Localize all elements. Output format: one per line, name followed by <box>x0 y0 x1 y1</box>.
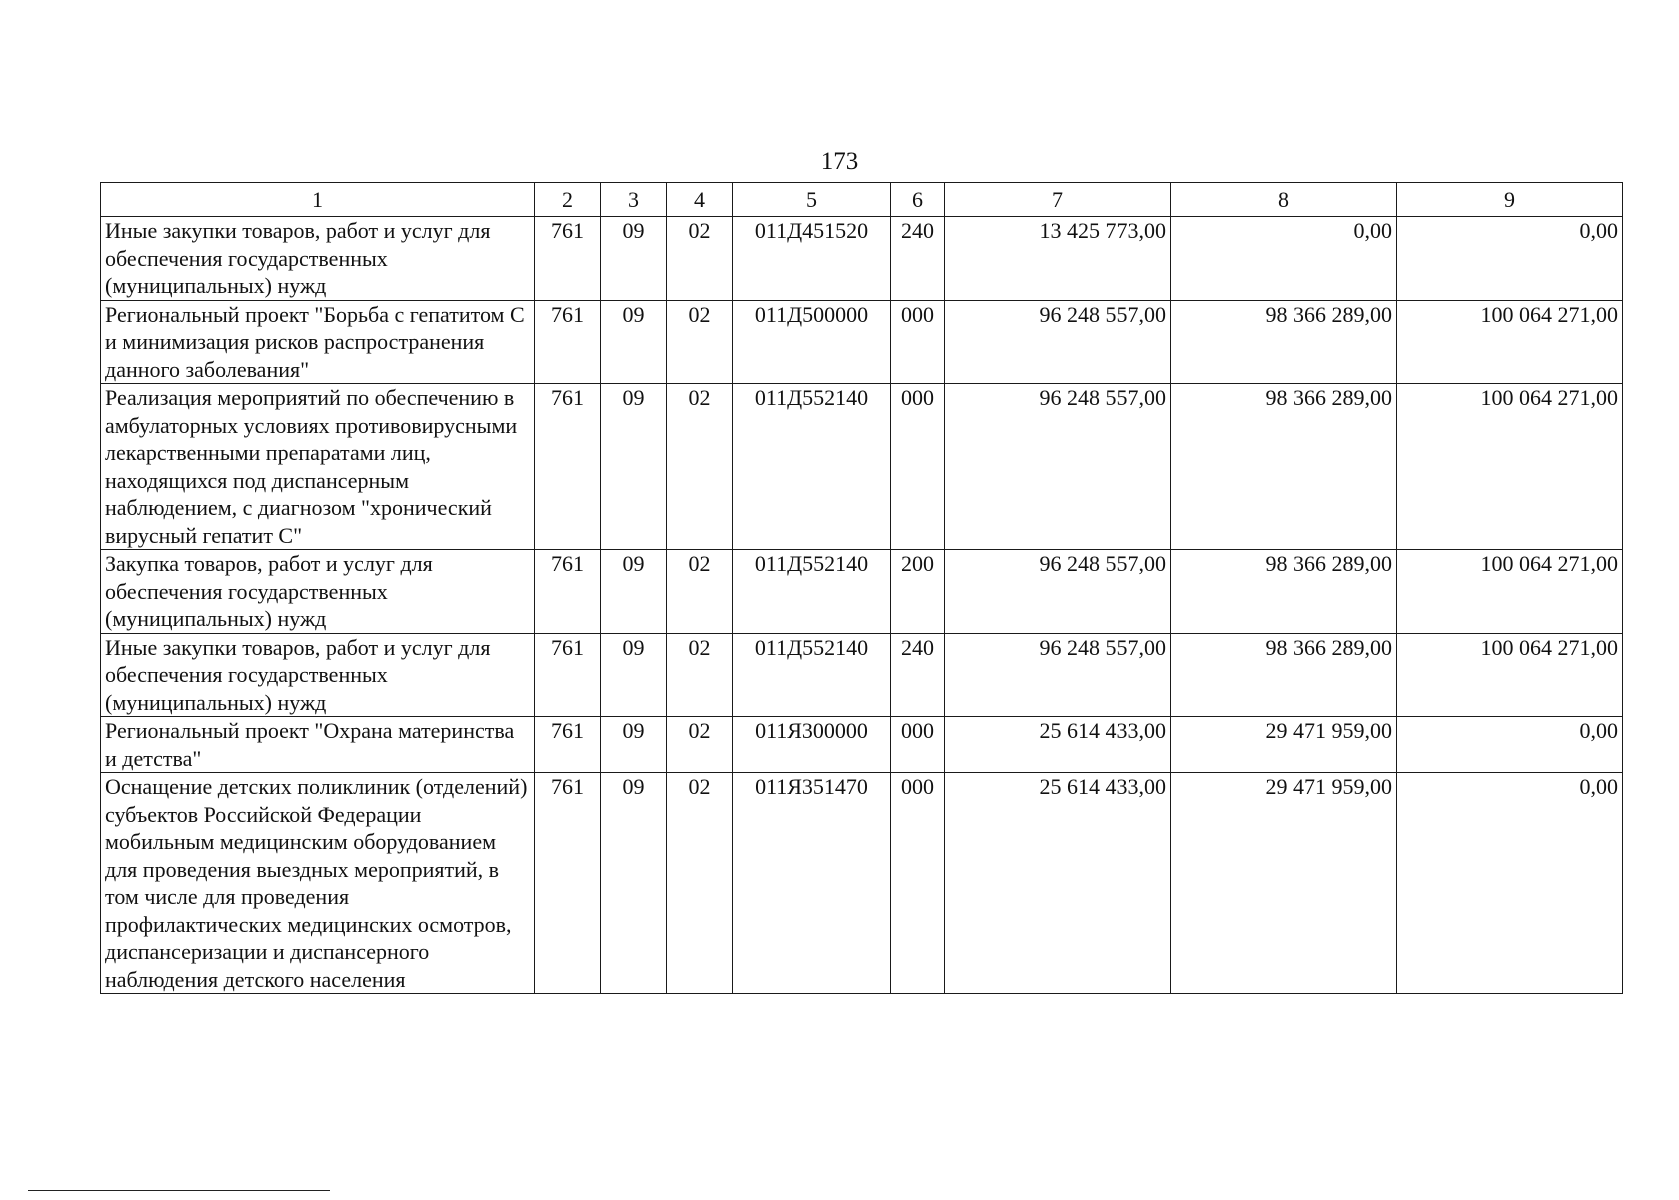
target-item-code-cell: 011Я351470 <box>733 773 891 994</box>
amount-cell-col8: 98 366 289,00 <box>1171 550 1397 634</box>
target-item-code-cell: 011Д451520 <box>733 217 891 301</box>
header-cell: 4 <box>667 183 733 217</box>
section-code-cell: 09 <box>601 384 667 550</box>
amount-cell-col7: 13 425 773,00 <box>945 217 1171 301</box>
amount-cell-col9: 100 064 271,00 <box>1397 300 1623 384</box>
table-row <box>101 717 1623 773</box>
subsection-code-cell: 02 <box>667 550 733 634</box>
section-code-cell: 09 <box>601 633 667 717</box>
target-item-code-cell: 011Я300000 <box>733 717 891 773</box>
row-name-cell: Закупка товаров, работ и услуг для обеспечения государственных (муниципальных) нужд <box>101 550 535 634</box>
expense-type-code-cell: 200 <box>891 550 945 634</box>
header-cell: 9 <box>1397 183 1623 217</box>
admin-code-cell: 761 <box>535 633 601 717</box>
row-name-cell: Региональный проект "Борьба с гепатитом С и минимизация рисков распространения данного заболевания" <box>101 300 535 384</box>
header-row <box>101 183 1623 217</box>
table-row <box>101 633 1623 717</box>
amount-cell-col8: 98 366 289,00 <box>1171 633 1397 717</box>
header-cell: 1 <box>101 183 535 217</box>
row-name-cell: Иные закупки товаров, работ и услуг для обеспечения государственных (муниципальных) нужд <box>101 633 535 717</box>
amount-cell-col9: 100 064 271,00 <box>1397 384 1623 550</box>
subsection-code-cell: 02 <box>667 773 733 994</box>
section-code-cell: 09 <box>601 300 667 384</box>
admin-code-cell: 761 <box>535 217 601 301</box>
expense-type-code-cell: 000 <box>891 773 945 994</box>
target-item-code-cell: 011Д552140 <box>733 633 891 717</box>
expense-type-code-cell: 000 <box>891 717 945 773</box>
section-code-cell: 09 <box>601 717 667 773</box>
header-cell: 3 <box>601 183 667 217</box>
header-cell: 5 <box>733 183 891 217</box>
table-row <box>101 550 1623 634</box>
budget-table <box>100 182 1623 994</box>
subsection-code-cell: 02 <box>667 633 733 717</box>
subsection-code-cell: 02 <box>667 217 733 301</box>
row-name-cell: Оснащение детских поликлиник (отделений) субъектов Российской Федерации мобильным медицинским оборудованием для проведения выездных мероприятий, в том числе для проведения профилактических медицинских осмотров, диспансеризации и диспансерного наблюдения детского населения <box>101 773 535 994</box>
table-row <box>101 217 1623 301</box>
footnote-separator-line <box>28 1190 330 1191</box>
page-number: 173 <box>820 148 859 175</box>
table-row <box>101 300 1623 384</box>
amount-cell-col9: 0,00 <box>1397 717 1623 773</box>
amount-cell-col8: 0,00 <box>1171 217 1397 301</box>
table-row <box>101 773 1623 994</box>
target-item-code-cell: 011Д552140 <box>733 550 891 634</box>
amount-cell-col9: 100 064 271,00 <box>1397 550 1623 634</box>
amount-cell-col7: 96 248 557,00 <box>945 550 1171 634</box>
amount-cell-col9: 0,00 <box>1397 217 1623 301</box>
subsection-code-cell: 02 <box>667 300 733 384</box>
section-code-cell: 09 <box>601 773 667 994</box>
amount-cell-col8: 98 366 289,00 <box>1171 384 1397 550</box>
target-item-code-cell: 011Д500000 <box>733 300 891 384</box>
amount-cell-col8: 98 366 289,00 <box>1171 300 1397 384</box>
amount-cell-col7: 96 248 557,00 <box>945 633 1171 717</box>
amount-cell-col9: 0,00 <box>1397 773 1623 994</box>
expense-type-code-cell: 240 <box>891 633 945 717</box>
admin-code-cell: 761 <box>535 773 601 994</box>
header-cell: 2 <box>535 183 601 217</box>
table-row <box>101 384 1623 550</box>
admin-code-cell: 761 <box>535 550 601 634</box>
amount-cell-col7: 25 614 433,00 <box>945 717 1171 773</box>
row-name-cell: Иные закупки товаров, работ и услуг для обеспечения государственных (муниципальных) нужд <box>101 217 535 301</box>
expense-type-code-cell: 000 <box>891 384 945 550</box>
row-name-cell: Реализация мероприятий по обеспечению в амбулаторных условиях противовирусными лекарственными препаратами лиц, находящихся под диспансерным наблюдением, с диагнозом "хронический вирусный гепатит С" <box>101 384 535 550</box>
section-code-cell: 09 <box>601 550 667 634</box>
subsection-code-cell: 02 <box>667 717 733 773</box>
admin-code-cell: 761 <box>535 384 601 550</box>
amount-cell-col9: 100 064 271,00 <box>1397 633 1623 717</box>
header-cell: 8 <box>1171 183 1397 217</box>
amount-cell-col7: 96 248 557,00 <box>945 300 1171 384</box>
amount-cell-col7: 25 614 433,00 <box>945 773 1171 994</box>
header-cell: 6 <box>891 183 945 217</box>
admin-code-cell: 761 <box>535 300 601 384</box>
amount-cell-col8: 29 471 959,00 <box>1171 717 1397 773</box>
amount-cell-col8: 29 471 959,00 <box>1171 773 1397 994</box>
header-cell: 7 <box>945 183 1171 217</box>
expense-type-code-cell: 240 <box>891 217 945 301</box>
subsection-code-cell: 02 <box>667 384 733 550</box>
target-item-code-cell: 011Д552140 <box>733 384 891 550</box>
row-name-cell: Региональный проект "Охрана материнства и детства" <box>101 717 535 773</box>
expense-type-code-cell: 000 <box>891 300 945 384</box>
amount-cell-col7: 96 248 557,00 <box>945 384 1171 550</box>
section-code-cell: 09 <box>601 217 667 301</box>
admin-code-cell: 761 <box>535 717 601 773</box>
